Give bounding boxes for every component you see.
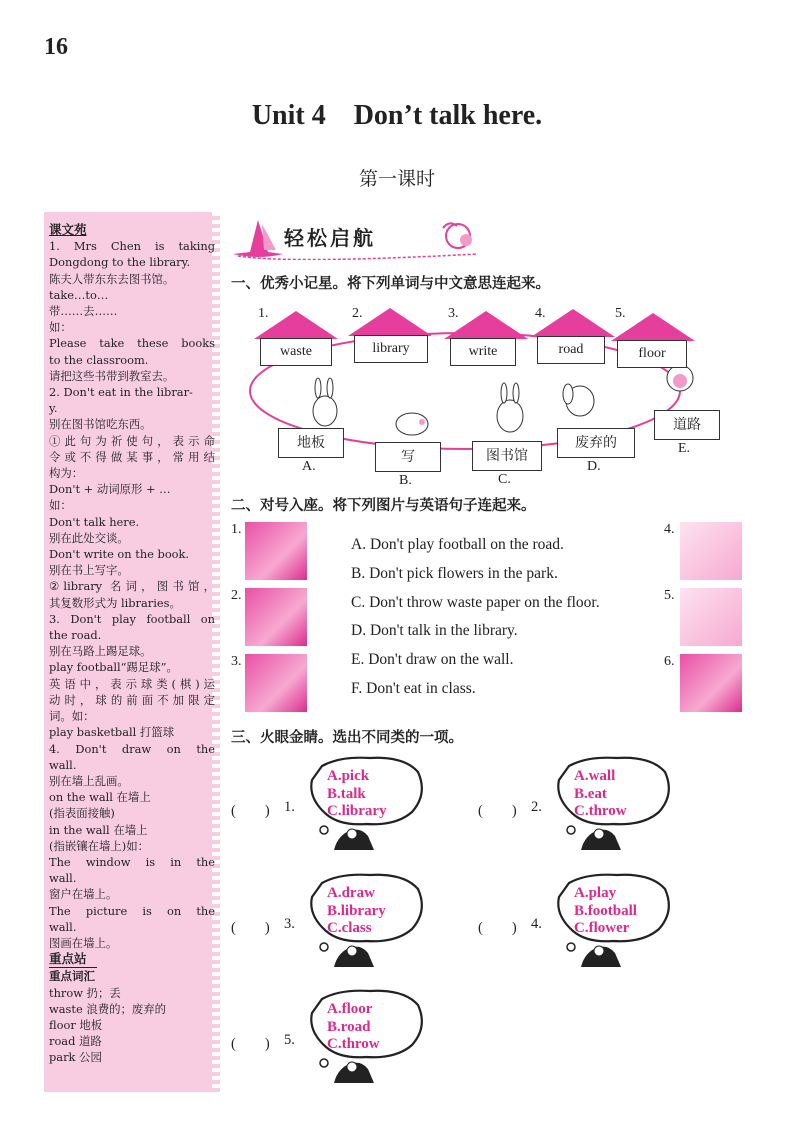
banner-title: 轻松启航	[284, 226, 376, 250]
word-option: A.floor	[327, 1001, 373, 1017]
sidebar-line: 英语中，表示球类(棋)运	[49, 676, 215, 691]
scene-picture	[245, 654, 307, 712]
chinese-word-box: 图书馆	[472, 441, 542, 471]
picture-number: 4.	[664, 522, 675, 537]
sentence-option: F. Don't eat in class.	[351, 680, 476, 697]
sidebar-line: Dongdong to the library.	[49, 255, 191, 270]
question-number: 2.	[531, 799, 542, 815]
word-option: B.football	[574, 902, 637, 919]
sidebar-line: 如：	[49, 498, 72, 513]
option-letter: C.	[498, 472, 511, 487]
word-option: B.talk	[327, 785, 366, 802]
sidebar-line: 图画在墙上。	[49, 935, 118, 950]
answer-blank[interactable]: ( )	[231, 1036, 270, 1052]
scene-picture	[680, 588, 742, 646]
section3-title: 三、火眼金睛。选出不同类的一项。	[231, 730, 463, 746]
sidebar-line: 3. Don't play football on	[49, 611, 215, 626]
sidebar-line: 带……去……	[49, 304, 118, 319]
house-roof-icon	[611, 313, 695, 341]
house-word-box: library	[354, 335, 428, 363]
chinese-word-box: 地板	[278, 428, 344, 458]
sidebar-line: 请把这些书带到教室去。	[49, 368, 175, 383]
lesson-title: 第一课时	[358, 168, 435, 190]
sidebar-line: 别在此处交谈。	[49, 530, 129, 545]
sidebar-line: play basketball 打篮球	[49, 725, 175, 740]
options-group	[574, 885, 637, 938]
options-group	[327, 1001, 380, 1054]
scene-picture	[245, 522, 307, 580]
picture-number: 6.	[664, 654, 675, 669]
house-number: 4.	[535, 306, 546, 321]
sidebar-line: 其复数形式为 libraries。	[49, 595, 181, 610]
word-option: B.eat	[574, 785, 607, 802]
vocab-item: road 道路	[49, 1034, 102, 1049]
house-word-box: write	[450, 338, 516, 366]
house-word-box: road	[537, 336, 605, 364]
scene-picture	[245, 588, 307, 646]
sidebar-line: The picture is on the	[49, 903, 215, 918]
sidebar-subtitle: 重点词汇	[49, 969, 95, 984]
house-roof-icon	[254, 311, 338, 339]
option-letter: A.	[302, 459, 316, 474]
question-number: 5.	[284, 1032, 295, 1048]
house-number: 2.	[352, 306, 363, 321]
sidebar-line: Don't write on the book.	[49, 547, 190, 562]
sentence-option: B. Don't pick flowers in the park.	[351, 564, 558, 582]
chinese-word-box: 废弃的	[557, 428, 635, 458]
sidebar-line: (指表面接触)	[49, 806, 115, 821]
chinese-word-box: 道路	[654, 410, 720, 440]
sentence-option: C. Don't throw waste paper on the floor.	[351, 593, 600, 611]
picture-number: 3.	[231, 654, 242, 669]
scene-picture	[680, 522, 742, 580]
sidebar-line: (指嵌镶在墙上)如：	[49, 838, 150, 853]
question-number: 1.	[284, 799, 295, 815]
sentence-option: E. Don't draw on the wall.	[351, 651, 514, 669]
unit-title: Unit 4 Don’t talk here.	[251, 100, 543, 131]
sidebar-line: 令或不得做某事，常用结	[49, 449, 215, 464]
picture-number: 2.	[231, 588, 242, 603]
answer-blank[interactable]: ( )	[231, 920, 270, 936]
picture-number: 5.	[664, 588, 675, 603]
option-letter: E.	[678, 441, 691, 456]
sidebar-line: 2. Don't eat in the librar-	[49, 385, 193, 400]
section2-title: 二、对号入座。将下列图片与英语句子连起来。	[231, 498, 536, 514]
sidebar-line: wall.	[49, 757, 77, 772]
sentence-option: D. Don't talk in the library.	[351, 622, 518, 640]
word-option: C.library	[327, 803, 387, 819]
sidebar-section2-title: 重点站	[49, 951, 97, 968]
sidebar-line: 如：	[49, 320, 72, 335]
scene-picture	[680, 654, 742, 712]
word-option: C.throw	[327, 1036, 380, 1052]
vocab-item: waste 浪费的；废弃的	[49, 1001, 167, 1016]
house-word-box: floor	[617, 340, 687, 368]
vocab-item: throw 扔；丢	[49, 985, 121, 1000]
pig-icon	[396, 413, 428, 435]
word-option: A.draw	[327, 885, 375, 901]
word-option: C.throw	[574, 803, 627, 819]
rabbit-icon	[313, 378, 337, 426]
sidebar-line: 构为：	[49, 466, 84, 481]
sidebar-line: wall.	[49, 919, 77, 934]
options-group	[327, 768, 387, 821]
sidebar-text	[49, 222, 215, 1066]
option-letter: D.	[587, 459, 601, 474]
sidebar-line: in the wall 在墙上	[49, 822, 148, 837]
options-group	[327, 885, 386, 938]
house-roof-icon	[348, 308, 432, 336]
sidebar-line: 4. Don't draw on the	[49, 741, 215, 756]
answer-blank[interactable]: ( )	[231, 803, 270, 819]
sidebar-line: 别在书上写字。	[49, 563, 129, 578]
sidebar-lines	[49, 238, 215, 951]
sidebar-line: 1. Mrs Chen is taking	[49, 239, 215, 254]
vocab-item: park 公园	[49, 1050, 102, 1065]
question-number: 3.	[284, 916, 295, 932]
word-option: C.flower	[574, 920, 630, 936]
word-option: C.class	[327, 920, 372, 936]
house-roof-icon	[444, 311, 528, 339]
sidebar-line: ②library 名词，图书馆，	[49, 579, 215, 594]
sidebar-line: 陈夫人带东东去图书馆。	[49, 271, 175, 286]
monkey-icon	[667, 365, 693, 391]
word-option: B.library	[327, 902, 386, 919]
sidebar-line: ①此句为祈使句，表示命	[49, 433, 215, 448]
sidebar-vocab	[49, 985, 215, 1066]
section1-title: 一、优秀小记星。将下列单词与中文意思连起来。	[231, 276, 550, 292]
answer-blank[interactable]: ( )	[478, 920, 517, 936]
sidebar-line: Don't + 动词原形 + …	[49, 482, 171, 497]
sidebar-line: wall.	[49, 871, 77, 886]
word-option: B.road	[327, 1018, 371, 1035]
sidebar-line: 窗户在墙上。	[49, 887, 118, 902]
sidebar-line: to the classroom.	[49, 352, 149, 367]
sidebar-line: play football“踢足球”。	[49, 660, 178, 675]
sidebar-section-title: 课文苑	[49, 222, 87, 237]
word-option: A.play	[574, 885, 617, 901]
question-number: 4.	[531, 916, 542, 932]
sidebar-line: The window is in the	[49, 854, 215, 869]
bunny-icon	[497, 383, 523, 432]
vocab-item: floor 地板	[49, 1017, 103, 1032]
word-option: A.pick	[327, 768, 370, 784]
sidebar-line: 词。如：	[49, 709, 95, 724]
options-group	[574, 768, 627, 821]
sidebar-line: 别在图书馆吃东西。	[49, 417, 152, 432]
house-number: 1.	[258, 306, 269, 321]
sidebar-line: 别在墙上乱画。	[49, 773, 129, 788]
sidebar-line: 动时，球的前面不加限定	[49, 692, 215, 707]
sidebar-line: Please take these books	[49, 336, 215, 351]
picture-number: 1.	[231, 522, 242, 537]
sentence-option: A. Don't play football on the road.	[351, 536, 564, 553]
chinese-word-box: 写	[375, 442, 441, 472]
house-number: 5.	[615, 306, 626, 321]
sidebar-line: 别在马路上踢足球。	[49, 644, 152, 659]
answer-blank[interactable]: ( )	[478, 803, 517, 819]
sidebar-line: y.	[49, 401, 58, 416]
word-option: A.wall	[574, 768, 616, 784]
house-word-box: waste	[260, 338, 332, 366]
sidebar-line: on the wall 在墙上	[49, 790, 151, 805]
house-roof-icon	[531, 309, 615, 337]
page-number: 16	[44, 34, 68, 60]
house-number: 3.	[448, 306, 459, 321]
sidebar-line: Don't talk here.	[49, 514, 140, 529]
sidebar-line: the road.	[49, 628, 102, 643]
sidebar-line: take…to…	[49, 287, 109, 302]
dog-icon	[563, 384, 594, 416]
option-letter: B.	[399, 473, 412, 488]
